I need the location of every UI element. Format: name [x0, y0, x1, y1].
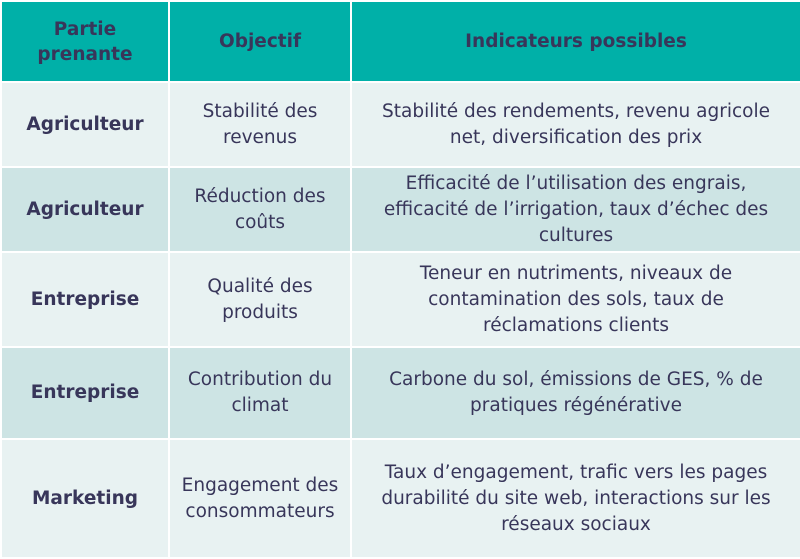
- table-row: [1, 252, 800, 347]
- header-row: [1, 1, 800, 82]
- indicators-cell: Teneur en nutriments, niveaux de contamination des sols, taux de réclamations clients: [351, 252, 800, 347]
- indicators-cell: Taux d’engagement, trafic vers les pages durabilité du site web, interactions sur les réseaux sociaux: [351, 439, 800, 558]
- table-row: [1, 82, 800, 167]
- indicators-cell: Carbone du sol, émissions de GES, % de pratiques régénérative: [351, 347, 800, 439]
- table-row: [1, 167, 800, 252]
- header-indicators: Indicateurs possibles: [351, 1, 800, 82]
- indicators-cell: Stabilité des rendements, revenu agricole net, diversification des prix: [351, 82, 800, 167]
- stakeholder-cell: Entreprise: [1, 252, 169, 347]
- indicators-cell: Efficacité de l’utilisation des engrais, efficacité de l’irrigation, taux d’échec des cultures: [351, 167, 800, 252]
- header-stakeholder: Partie prenante: [1, 1, 169, 82]
- table-row: [1, 439, 800, 558]
- stakeholder-cell: Agriculteur: [1, 82, 169, 167]
- objective-cell: Contribution du climat: [169, 347, 351, 439]
- header-objective: Objectif: [169, 1, 351, 82]
- objective-cell: Stabilité des revenus: [169, 82, 351, 167]
- objective-cell: Réduction des coûts: [169, 167, 351, 252]
- stakeholder-cell: Entreprise: [1, 347, 169, 439]
- objective-cell: Engagement des consommateurs: [169, 439, 351, 558]
- stakeholder-cell: Marketing: [1, 439, 169, 558]
- stakeholder-cell: Agriculteur: [1, 167, 169, 252]
- table-row: [1, 347, 800, 439]
- objective-cell: Qualité des produits: [169, 252, 351, 347]
